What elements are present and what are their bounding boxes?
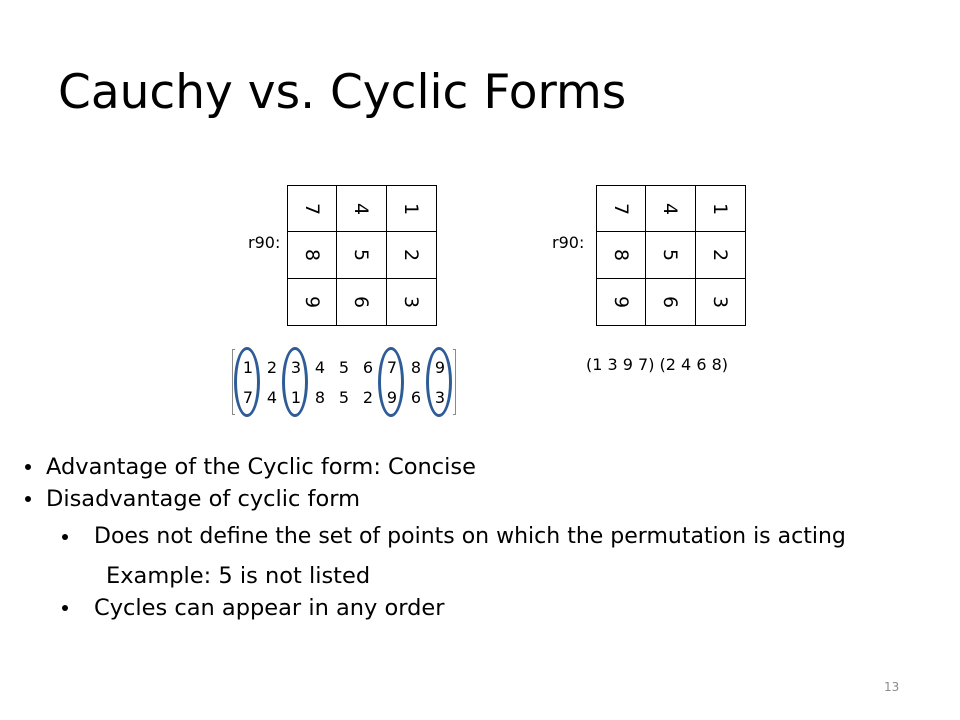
permutation-value: 7: [242, 388, 254, 407]
permutation-value: 1: [290, 388, 302, 407]
permutation-value: 3: [290, 358, 302, 377]
permutation-value: 2: [362, 388, 374, 407]
bullet-icon: [25, 464, 31, 470]
grid-cell: 9: [288, 279, 337, 325]
grid-cell: 5: [337, 232, 386, 278]
grid-cell: 3: [709, 295, 732, 308]
bullet-advantage: Advantage of the Cyclic form: Concise: [46, 454, 476, 480]
sub-bullet-example: Example: 5 is not listed: [106, 563, 371, 589]
permutation-top-row: [236, 358, 452, 378]
grid-cell: 5: [646, 232, 695, 278]
permutation-value: 5: [338, 388, 350, 407]
right-grid: [596, 185, 746, 326]
grid-cell: 8: [288, 232, 337, 278]
bullet-icon: [62, 605, 68, 611]
two-line-permutation: [236, 349, 452, 415]
left-grid: [287, 185, 437, 326]
grid-cell: 3: [400, 295, 423, 308]
permutation-value: 7: [386, 358, 398, 377]
permutation-value: 4: [266, 388, 278, 407]
grid-cell: 7: [288, 186, 337, 232]
bullet-icon: [25, 496, 31, 502]
grid-cell: 6: [337, 279, 386, 325]
grid-cell: 7: [597, 186, 646, 232]
grid-cell: 4: [337, 186, 386, 232]
permutation-bottom-row: [236, 388, 452, 408]
permutation-value: 9: [386, 388, 398, 407]
sub-bullet-cycle-order: Cycles can appear in any order: [94, 595, 445, 621]
left-r90-label: r90:: [248, 233, 281, 252]
page-number: 13: [884, 680, 900, 694]
grid-cell: 8: [597, 232, 646, 278]
permutation-value: 3: [434, 388, 446, 407]
grid-cell: 2: [696, 232, 745, 278]
sub-bullet-points-not-defined: Does not define the set of points on which the permutation is acting: [94, 524, 846, 549]
grid-cell: 2: [387, 232, 436, 278]
bullet-icon: [62, 534, 68, 540]
grid-cell: 1: [387, 186, 436, 232]
right-bracket: [453, 349, 456, 415]
grid-cell: 4: [646, 186, 695, 232]
grid-cell: 9: [597, 279, 646, 325]
right-r90-label: r90:: [552, 233, 585, 252]
grid-cell: 6: [646, 279, 695, 325]
permutation-value: 8: [314, 388, 326, 407]
cycle-notation: (1 3 9 7) (2 4 6 8): [586, 355, 729, 374]
slide-title: Cauchy vs. Cyclic Forms: [58, 65, 627, 120]
permutation-value: 8: [410, 358, 422, 377]
permutation-value: 2: [266, 358, 278, 377]
grid-cell: 1: [696, 186, 745, 232]
permutation-value: 4: [314, 358, 326, 377]
permutation-value: 9: [434, 358, 446, 377]
bullet-disadvantage: Disadvantage of cyclic form: [46, 486, 361, 512]
permutation-value: 5: [338, 358, 350, 377]
permutation-value: 6: [362, 358, 374, 377]
permutation-value: 6: [410, 388, 422, 407]
permutation-value: 1: [242, 358, 254, 377]
